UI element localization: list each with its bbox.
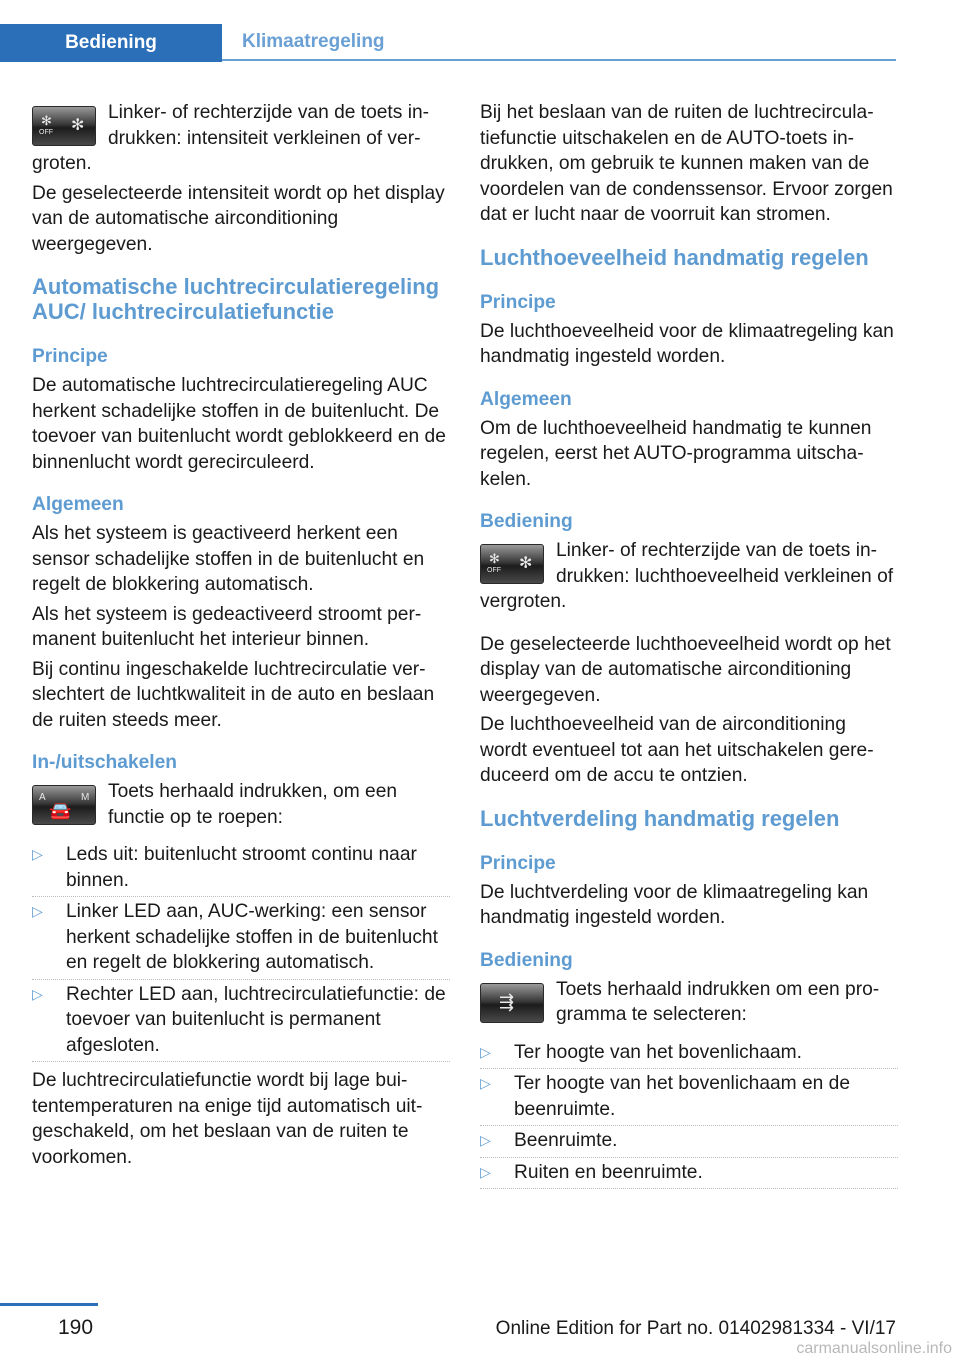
car-recirculation-icon: 🚘 xyxy=(49,801,72,821)
auc-algemeen-text-1: Als het systeem is geactiveerd herkent een sensor schadelijke stoffen in de buitenlucht en regelt de blokkering automatisch. xyxy=(32,523,425,595)
air-distribution-button-icon xyxy=(480,983,544,1023)
air-volume-display-text: De geselecteerde luchthoeveelheid wordt op het display van de automatische airconditioning weergegeven. xyxy=(480,633,891,706)
heading-bediening-luchtverdeling: Bediening xyxy=(480,949,573,971)
auc-a-label: A xyxy=(39,792,46,803)
list-item: ▷ Linker LED aan, AUC-werking: een sensor herkent schadelijke stoffen in de buitenlucht en regelt de blokkering automatisch. xyxy=(32,899,450,976)
page-number: 190 xyxy=(58,1316,94,1339)
heading-in-uitschakelen: In-/uitschakelen xyxy=(32,752,178,773)
fan-speed-instruction xyxy=(32,100,450,177)
auc-button-instruction xyxy=(32,779,450,830)
triangle-bullet-icon: ▷ xyxy=(32,846,43,862)
fan-speed-button-icon xyxy=(32,106,96,146)
heading-principe-auc: Principe xyxy=(32,346,108,367)
heading-principe-luchthoeveelheid: Principe xyxy=(480,291,556,313)
air-volume-text: Linker- of rechterzijde van de toets indrukken: luchthoeveelheid verkleinen of vergroten. xyxy=(480,540,894,612)
heading-luchthoeveelheid: Luchthoeveelheid handmatig regelen xyxy=(480,244,869,270)
luchthoeveelheid-principe-text: De luchthoeveelheid voor de klimaatregeling kan handmatig ingesteld worden. xyxy=(480,320,894,367)
list-item: ▷ Ruiten en beenruimte. xyxy=(480,1160,898,1186)
auc-mode-list xyxy=(32,842,450,1058)
list-item: ▷ Ter hoogte van het bovenlichaam en de beenruimte. xyxy=(480,1071,898,1122)
auc-m-label: M xyxy=(81,792,90,803)
triangle-bullet-icon: ▷ xyxy=(32,985,43,1002)
heading-auc: Automatische luchtrecirculatieregeling AUC/ luchtrecirculatiefunctie xyxy=(32,274,440,324)
recirculation-auto-off-text: De luchtrecirculatiefunctie wordt bij lage buitentemperaturen na enige tijd automatisch uitgeschakeld, om het beslaan van de ruiten te voorkomen. xyxy=(32,1070,423,1168)
list-item: ▷ Leds uit: buitenlucht stroomt continu naar binnen. xyxy=(32,842,450,893)
auc-button-icon xyxy=(32,785,96,825)
heading-algemeen-auc: Algemeen xyxy=(32,494,124,515)
edition-info: Online Edition for Part no. 01402981334 - VI/17 xyxy=(495,1318,896,1339)
heading-luchtverdeling: Luchtverdeling handmatig regelen xyxy=(480,805,840,831)
auc-button-text: Toets herhaald indrukken, om een functie op te roepen: xyxy=(108,781,398,828)
auc-algemeen-text-3: Bij continu ingeschakelde luchtrecirculatie verslechtert de luchtkwaliteit in de auto en beslaan de ruiten steeds meer. xyxy=(32,658,435,731)
intensity-display-text: De geselecteerde intensiteit wordt op het display van de automatische airconditioning weergegeven. xyxy=(32,182,445,255)
fan-small-icon: ✻ xyxy=(41,113,52,128)
air-volume-button-icon xyxy=(480,544,544,584)
triangle-bullet-icon: ▷ xyxy=(480,1075,491,1091)
triangle-bullet-icon: ▷ xyxy=(480,1163,491,1180)
fan-speed-text: Linker- of rechterzijde van de toets indrukken: intensiteit verkleinen of vergroten. xyxy=(32,102,430,174)
off-label: OFF xyxy=(39,129,53,136)
heading-algemeen-luchthoeveelheid: Algemeen xyxy=(480,388,572,410)
list-item: ▷ Ter hoogte van het bovenlichaam. xyxy=(480,1040,898,1066)
tab-klimaatregeling[interactable]: Klimaatregeling xyxy=(242,31,385,52)
tab-divider-line xyxy=(222,59,896,61)
list-item: ▷ Beenruimte. xyxy=(480,1128,898,1154)
chapter-tabbar xyxy=(0,24,896,60)
luchthoeveelheid-algemeen-text: Om de luchthoeveelheid handmatig te kunnen regelen, eerst het AUTO-programma uitschakelen. xyxy=(480,417,872,490)
fan-small-icon: ✻ xyxy=(489,551,500,566)
left-column xyxy=(32,100,450,1187)
right-column xyxy=(480,100,898,1193)
seat-airflow-icon: ⇶ xyxy=(499,991,515,1012)
fan-large-icon: ✻ xyxy=(519,555,533,572)
condensation-sensor-text: Bij het beslaan van de ruiten de luchtrecirculatiefunctie uitschakelen en de AUTO-toets indrukken, om gebruik te kunnen maken van de voordelen van de condenssensor. Ervoor zorgen dat er lucht naar de voorruit kan stromen. xyxy=(480,102,893,225)
air-volume-battery-text: De luchthoeveelheid van de airconditioning wordt eventueel tot aan het uitschakelen gereduceerd om de accu te ontzien. xyxy=(480,714,874,786)
triangle-bullet-icon: ▷ xyxy=(480,1043,491,1060)
triangle-bullet-icon: ▷ xyxy=(32,903,43,919)
auc-algemeen-text-2: Als het systeem is gedeactiveerd stroomt permanent buitenlucht het interieur binnen. xyxy=(32,603,422,650)
fan-large-icon: ✻ xyxy=(71,117,85,134)
tab-bediening[interactable]: Bediening xyxy=(0,24,222,62)
air-volume-instruction xyxy=(480,538,898,615)
list-item: ▷ Rechter LED aan, luchtrecirculatiefunctie: de toevoer van buitenlucht is permanent afgesloten. xyxy=(32,982,450,1059)
air-distribution-text: Toets herhaald indrukken om een programma te selecteren: xyxy=(556,978,880,1025)
air-distribution-list xyxy=(480,1040,898,1186)
air-distribution-instruction xyxy=(480,977,898,1028)
heading-bediening-luchthoeveelheid: Bediening xyxy=(480,511,573,532)
luchtverdeling-principe-text: De luchtverdeling voor de klimaatregeling kan handmatig ingesteld worden. xyxy=(480,881,869,928)
auc-principe-text: De automatische luchtrecirculatieregeling AUC herkent schadelijke stoffen in de buitenlucht. De toevoer van buitenlucht wordt geblokkeerd en de binnenlucht wordt gerecirculeerd. xyxy=(32,375,446,473)
watermark: carmanualsonline.info xyxy=(796,1340,952,1357)
heading-principe-luchtverdeling: Principe xyxy=(480,852,556,874)
off-label: OFF xyxy=(487,567,501,574)
triangle-bullet-icon: ▷ xyxy=(480,1132,491,1148)
footer-accent-line xyxy=(0,1303,98,1306)
